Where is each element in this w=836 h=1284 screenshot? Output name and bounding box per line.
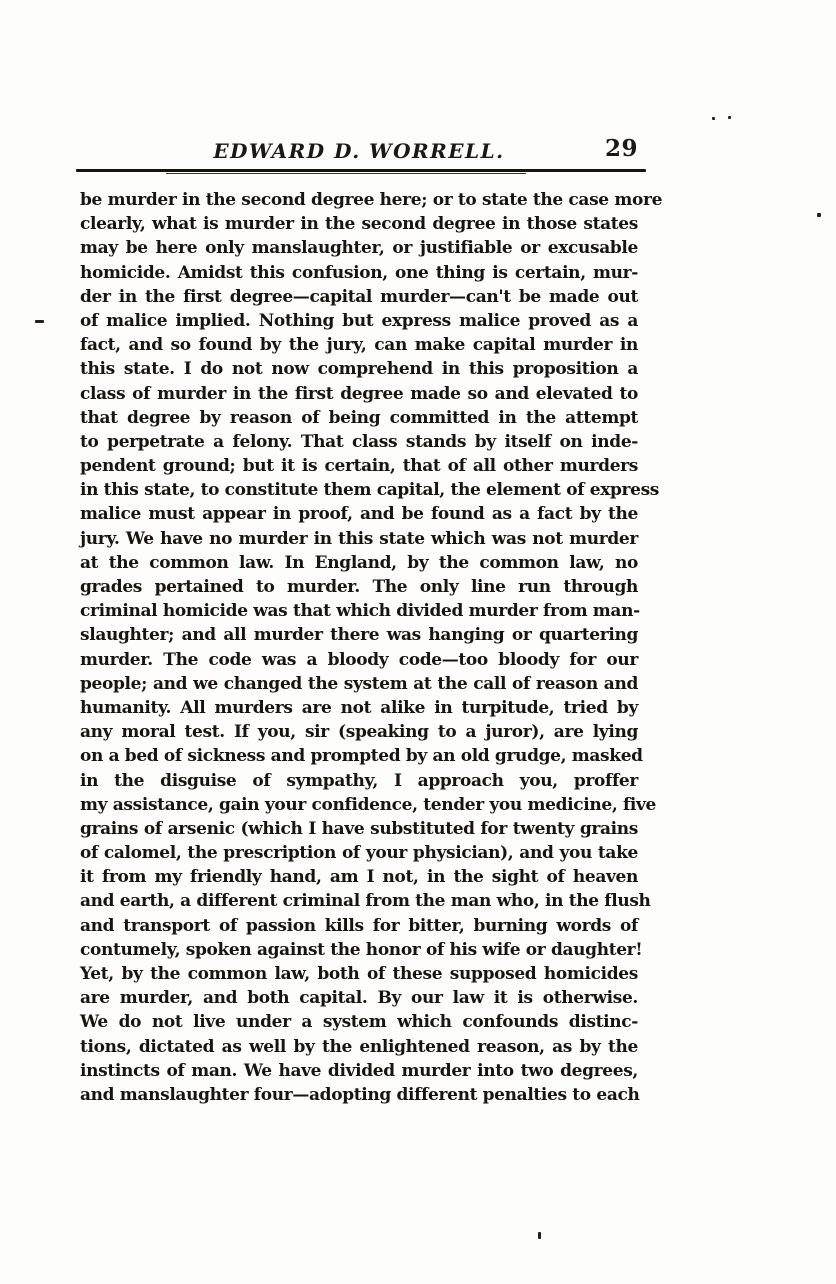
body-line: murder. The code was a bloody code—too bloody for our xyxy=(80,649,638,670)
body-line: this state. I do not now comprehend in this proposition a xyxy=(80,359,638,380)
body-line: any moral test. If you, sir (speaking to a juror), are lying xyxy=(80,722,638,743)
body-line: tions, dictated as well by the enlightened reason, as by the xyxy=(80,1036,638,1057)
body-line: to perpetrate a felony. That class stands by itself on inde- xyxy=(80,431,638,452)
body-line: grains of arsenic (which I have substituted for twenty grains xyxy=(80,818,638,839)
body-text xyxy=(80,188,663,1107)
body-line: of calomel, the prescription of your physician), and you take xyxy=(80,843,638,864)
body-line: at the common law. In England, by the common law, no xyxy=(80,552,638,573)
body-line: be murder in the second degree here; or to state the case more xyxy=(80,190,663,210)
body-line: contumely, spoken against the honor of his wife or daughter! xyxy=(80,939,643,960)
body-line: in the disguise of sympathy, I approach you, proffer xyxy=(80,770,638,791)
body-line: clearly, what is murder in the second degree in those states xyxy=(80,214,638,235)
body-line: and manslaughter four—adopting different penalties to each xyxy=(80,1084,640,1105)
body-line: and transport of passion kills for bitter, burning words of xyxy=(80,915,638,936)
body-line: are murder, and both capital. By our law it is otherwise. xyxy=(80,988,638,1009)
body-line: people; and we changed the system at the call of reason and xyxy=(80,673,638,694)
body-line: instincts of man. We have divided murder into two degrees, xyxy=(80,1060,638,1081)
body-line: der in the first degree—capital murder—can't be made out xyxy=(80,286,638,307)
body-line: my assistance, gain your confidence, tender you medicine, five xyxy=(80,794,657,815)
ink-speck xyxy=(712,117,715,120)
margin-dash-mark xyxy=(35,320,44,323)
body-line: of malice implied. Nothing but express malice proved as a xyxy=(80,310,638,331)
body-line: We do not live under a system which confounds distinc- xyxy=(80,1012,638,1033)
header-rule xyxy=(76,169,646,172)
body-line: jury. We have no murder in this state which was not murder xyxy=(80,528,638,549)
body-line: Yet, by the common law, both of these supposed homicides xyxy=(80,964,638,984)
body-line: homicide. Amidst this confusion, one thing is certain, mur- xyxy=(80,262,638,283)
body-line: may be here only manslaughter, or justifiable or excusable xyxy=(80,238,638,259)
body-line: that degree by reason of being committed in the attempt xyxy=(80,407,638,428)
body-line: pendent ground; but it is certain, that of all other murders xyxy=(80,456,638,477)
page-header xyxy=(80,136,638,166)
body-line: grades pertained to murder. The only line run through xyxy=(80,577,638,597)
body-line: fact, and so found by the jury, can make capital murder in xyxy=(80,335,638,356)
body-line: and earth, a different criminal from the man who, in the flush xyxy=(80,891,651,912)
body-line: it from my friendly hand, am I not, in the sight of heaven xyxy=(80,867,638,888)
body-line: on a bed of sickness and prompted by an old grudge, masked xyxy=(80,746,643,767)
body-line: in this state, to constitute them capital, the element of express xyxy=(80,480,660,501)
page-number: 29 xyxy=(604,135,638,162)
body-line: slaughter; and all murder there was hanging or quartering xyxy=(80,625,638,646)
body-line: malice must appear in proof, and be found as a fact by the xyxy=(80,504,638,525)
running-head-title: EDWARD D. WORRELL. xyxy=(213,139,505,163)
ink-speck xyxy=(728,116,731,119)
ink-speck xyxy=(538,1232,541,1239)
body-line: criminal homicide was that which divided murder from man- xyxy=(80,601,640,622)
ink-speck xyxy=(817,213,821,217)
body-line: class of murder in the first degree made so and elevated to xyxy=(80,383,638,404)
body-line: humanity. All murders are not alike in turpitude, tried by xyxy=(80,697,638,718)
